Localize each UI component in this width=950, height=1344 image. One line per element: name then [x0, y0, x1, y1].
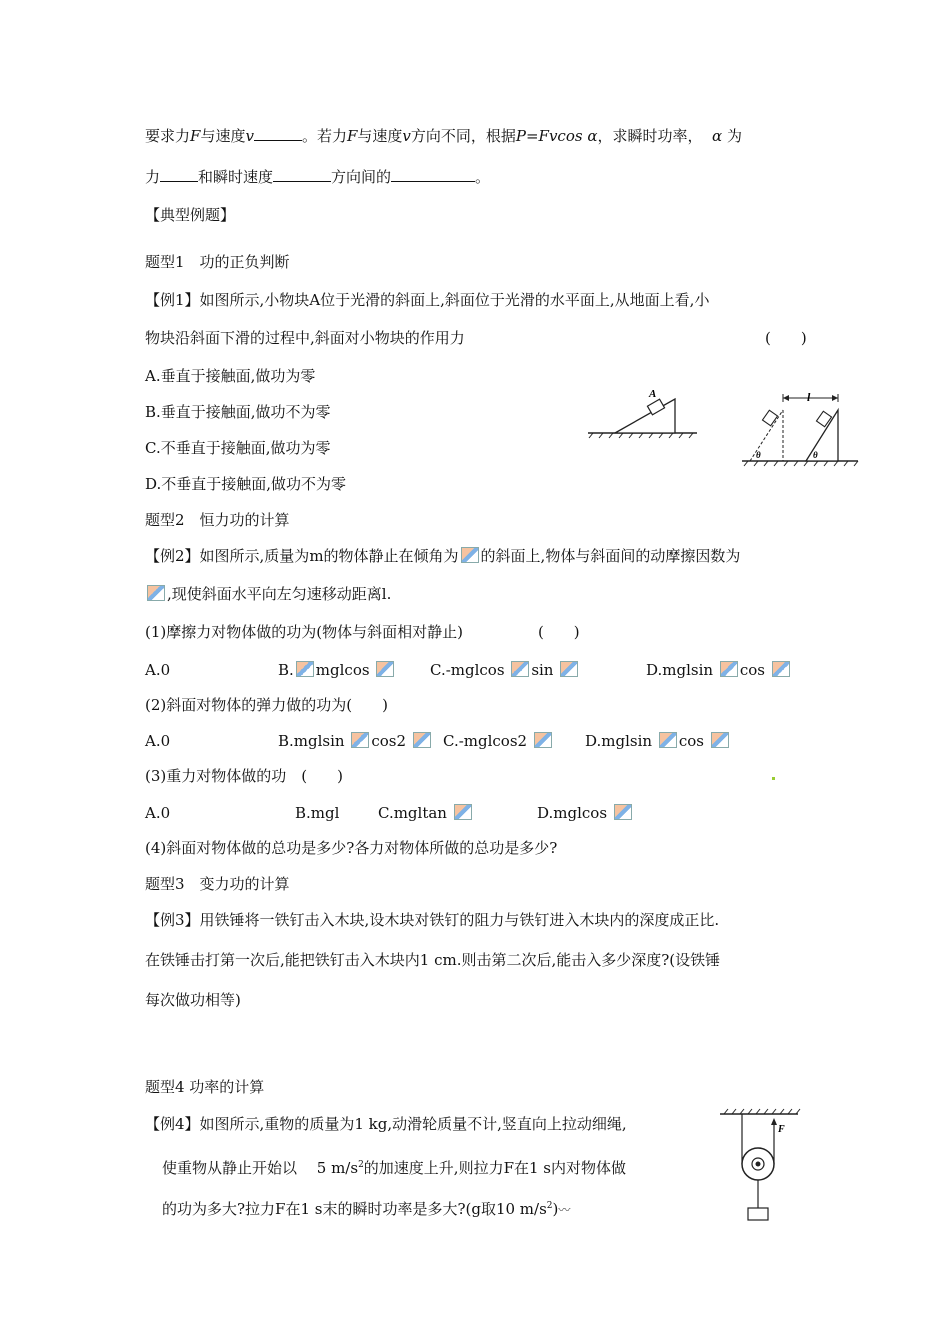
text: C.-mglcos2: [443, 732, 528, 750]
block-initial: [762, 410, 777, 426]
text: 方向不同，根据: [410, 127, 516, 145]
superscript: 2: [546, 1201, 553, 1211]
theta-placeholder-image: [560, 661, 578, 677]
text: 要求力: [145, 127, 191, 145]
theta-placeholder-image: [376, 661, 394, 677]
theta-placeholder-image: [351, 732, 369, 748]
text: cos: [678, 732, 704, 750]
text: cos2: [371, 732, 407, 750]
type4-title: 题型4 功率的计算: [145, 1078, 265, 1096]
fill-blank: [160, 167, 198, 182]
s2-option-a: A.0: [145, 732, 171, 750]
example1-line-2: 物块沿斜面下滑的过程中,斜面对小物块的作用力: [145, 329, 465, 347]
example2-line-1: [145, 546, 740, 566]
option-c: C.不垂直于接触面,做功为零: [145, 439, 331, 457]
pulley-figure: [718, 1108, 803, 1223]
text: cos: [739, 661, 765, 679]
text: 。若力: [301, 127, 347, 145]
theta-placeholder-image: [720, 661, 738, 677]
s3-option-b: B.mgl: [295, 804, 340, 822]
type3-title: 题型3 变力功的计算: [145, 875, 290, 893]
s2-option-b: [278, 731, 433, 751]
text: 和瞬时速度: [198, 168, 274, 186]
label-l: l: [807, 390, 811, 404]
text: 的加速度上升,则拉力F在1 s内对物体做: [363, 1159, 626, 1177]
label-theta-2: θ: [813, 450, 818, 460]
superscript: 2: [358, 1160, 364, 1170]
text: B.: [278, 661, 294, 679]
symbol-v: v: [245, 127, 254, 145]
option-d: D.不垂直于接触面,做功不为零: [145, 475, 347, 493]
displacement-figure: [738, 385, 863, 470]
type2-title: 题型2 恒力功的计算: [145, 511, 290, 529]
s2-option-c: [443, 731, 554, 751]
theta-placeholder-image: [461, 547, 479, 563]
theta-placeholder-image: [413, 732, 431, 748]
text: C.mgltan: [378, 804, 447, 822]
stray-dot: [772, 777, 775, 780]
pulley-axle: [756, 1162, 761, 1167]
s1-option-d: [646, 660, 792, 680]
subquestion-3: (3)重力对物体做的功 ( ): [145, 767, 343, 785]
label-f: F: [778, 1124, 785, 1135]
incline-figure: [585, 385, 700, 440]
s1-option-a: A.0: [145, 661, 171, 679]
text: ，求瞬时功率，: [597, 127, 703, 145]
text: 。: [475, 168, 491, 186]
text: 与速度: [200, 127, 246, 145]
example4-line-1: 【例4】如图所示,重物的质量为1 kg,动滑轮质量不计,竖直向上拉动细绳,: [145, 1115, 627, 1133]
text: 【例2】如图所示,质量为m的物体静止在倾角为: [145, 547, 459, 565]
fill-blank: [254, 126, 302, 141]
theta-placeholder-image: [772, 661, 790, 677]
text: 方向间的: [331, 168, 392, 186]
text: C.-mglcos: [430, 661, 505, 679]
text: 的斜面上,物体与斜面间的动摩擦因数为: [480, 547, 741, 565]
text: ,现使斜面水平向左匀速移动距离l.: [167, 585, 392, 603]
theta-placeholder-image: [614, 804, 632, 820]
text: 使重物从静止开始以 5 m/s: [162, 1159, 359, 1177]
theta-placeholder-image: [511, 661, 529, 677]
answer-paren: ( ): [765, 329, 807, 347]
force-arrow: [771, 1118, 777, 1125]
example3-line-3: 每次做功相等): [145, 991, 241, 1009]
text: mglcos: [315, 661, 370, 679]
subquestion-4: (4)斜面对物体做的总功是多少?各力对物体所做的总功是多少?: [145, 839, 558, 857]
text: 力: [145, 168, 161, 186]
option-a: A.垂直于接触面,做功为零: [145, 367, 316, 385]
text: ): [552, 1200, 559, 1218]
example3-line-2: 在铁锤击打第一次后,能把铁钉击入木块内1 cm.则击第二次后,能击入多少深度?(设铁锤: [145, 951, 721, 969]
symbol-v: v: [402, 127, 411, 145]
s2-option-d: [585, 731, 731, 751]
fill-blank: [391, 167, 475, 182]
s3-option-a: A.0: [145, 804, 171, 822]
power-formula: P=Fvcos α: [515, 127, 598, 145]
theta-placeholder-image: [711, 732, 729, 748]
section-title: 【典型例题】: [145, 206, 236, 224]
subquestion-2: (2)斜面对物体的弹力做的功为( ): [145, 696, 388, 714]
squiggle-mark: 〰: [558, 1203, 571, 1217]
theta-placeholder-image: [454, 804, 472, 820]
type1-title: 题型1 功的正负判断: [145, 253, 290, 271]
symbol-alpha: α: [712, 127, 723, 145]
theta-placeholder-image: [659, 732, 677, 748]
intro-line-2: [145, 167, 490, 187]
weight-block: [748, 1208, 768, 1220]
s1-option-c: [430, 660, 580, 680]
s1-option-b: [278, 660, 396, 680]
mu-placeholder-image: [147, 585, 165, 601]
example1-line-1: 【例1】如图所示,小物块A位于光滑的斜面上,斜面位于光滑的水平面上,从地面上看,小: [145, 291, 710, 309]
s3-option-d: [537, 803, 634, 823]
s3-option-c: [378, 803, 474, 823]
incline-wedge: [615, 399, 675, 433]
text: D.mglsin: [646, 661, 714, 679]
example2-line-2: [145, 584, 391, 604]
fill-blank: [273, 167, 331, 182]
symbol-F: F: [190, 127, 201, 145]
text: B.mglsin: [278, 732, 345, 750]
symbol-F: F: [346, 127, 358, 145]
label-a: A: [649, 388, 657, 400]
text: D.mglsin: [585, 732, 653, 750]
mu-placeholder-image: [296, 661, 314, 677]
text: D.mglcos: [537, 804, 608, 822]
subquestion-1: (1)摩擦力对物体做的功为(物体与斜面相对静止) ( ): [145, 623, 580, 641]
text: 为: [726, 127, 742, 145]
intro-line-1: [145, 126, 742, 146]
example4-line-2: [162, 1155, 626, 1178]
text: 的功为多大?拉力F在1 s末的瞬时功率是多大?(g取10 m/s: [162, 1200, 547, 1218]
example4-line-3: [162, 1196, 570, 1220]
text: 与速度: [357, 127, 403, 145]
option-b: B.垂直于接触面,做功不为零: [145, 403, 331, 421]
label-theta-1: θ: [756, 450, 761, 460]
theta-placeholder-image: [534, 732, 552, 748]
text: sin: [531, 661, 554, 679]
example3-line-1: 【例3】用铁锤将一铁钉击入木块,设木块对铁钉的阻力与铁钉进入木块内的深度成正比.: [145, 911, 720, 929]
